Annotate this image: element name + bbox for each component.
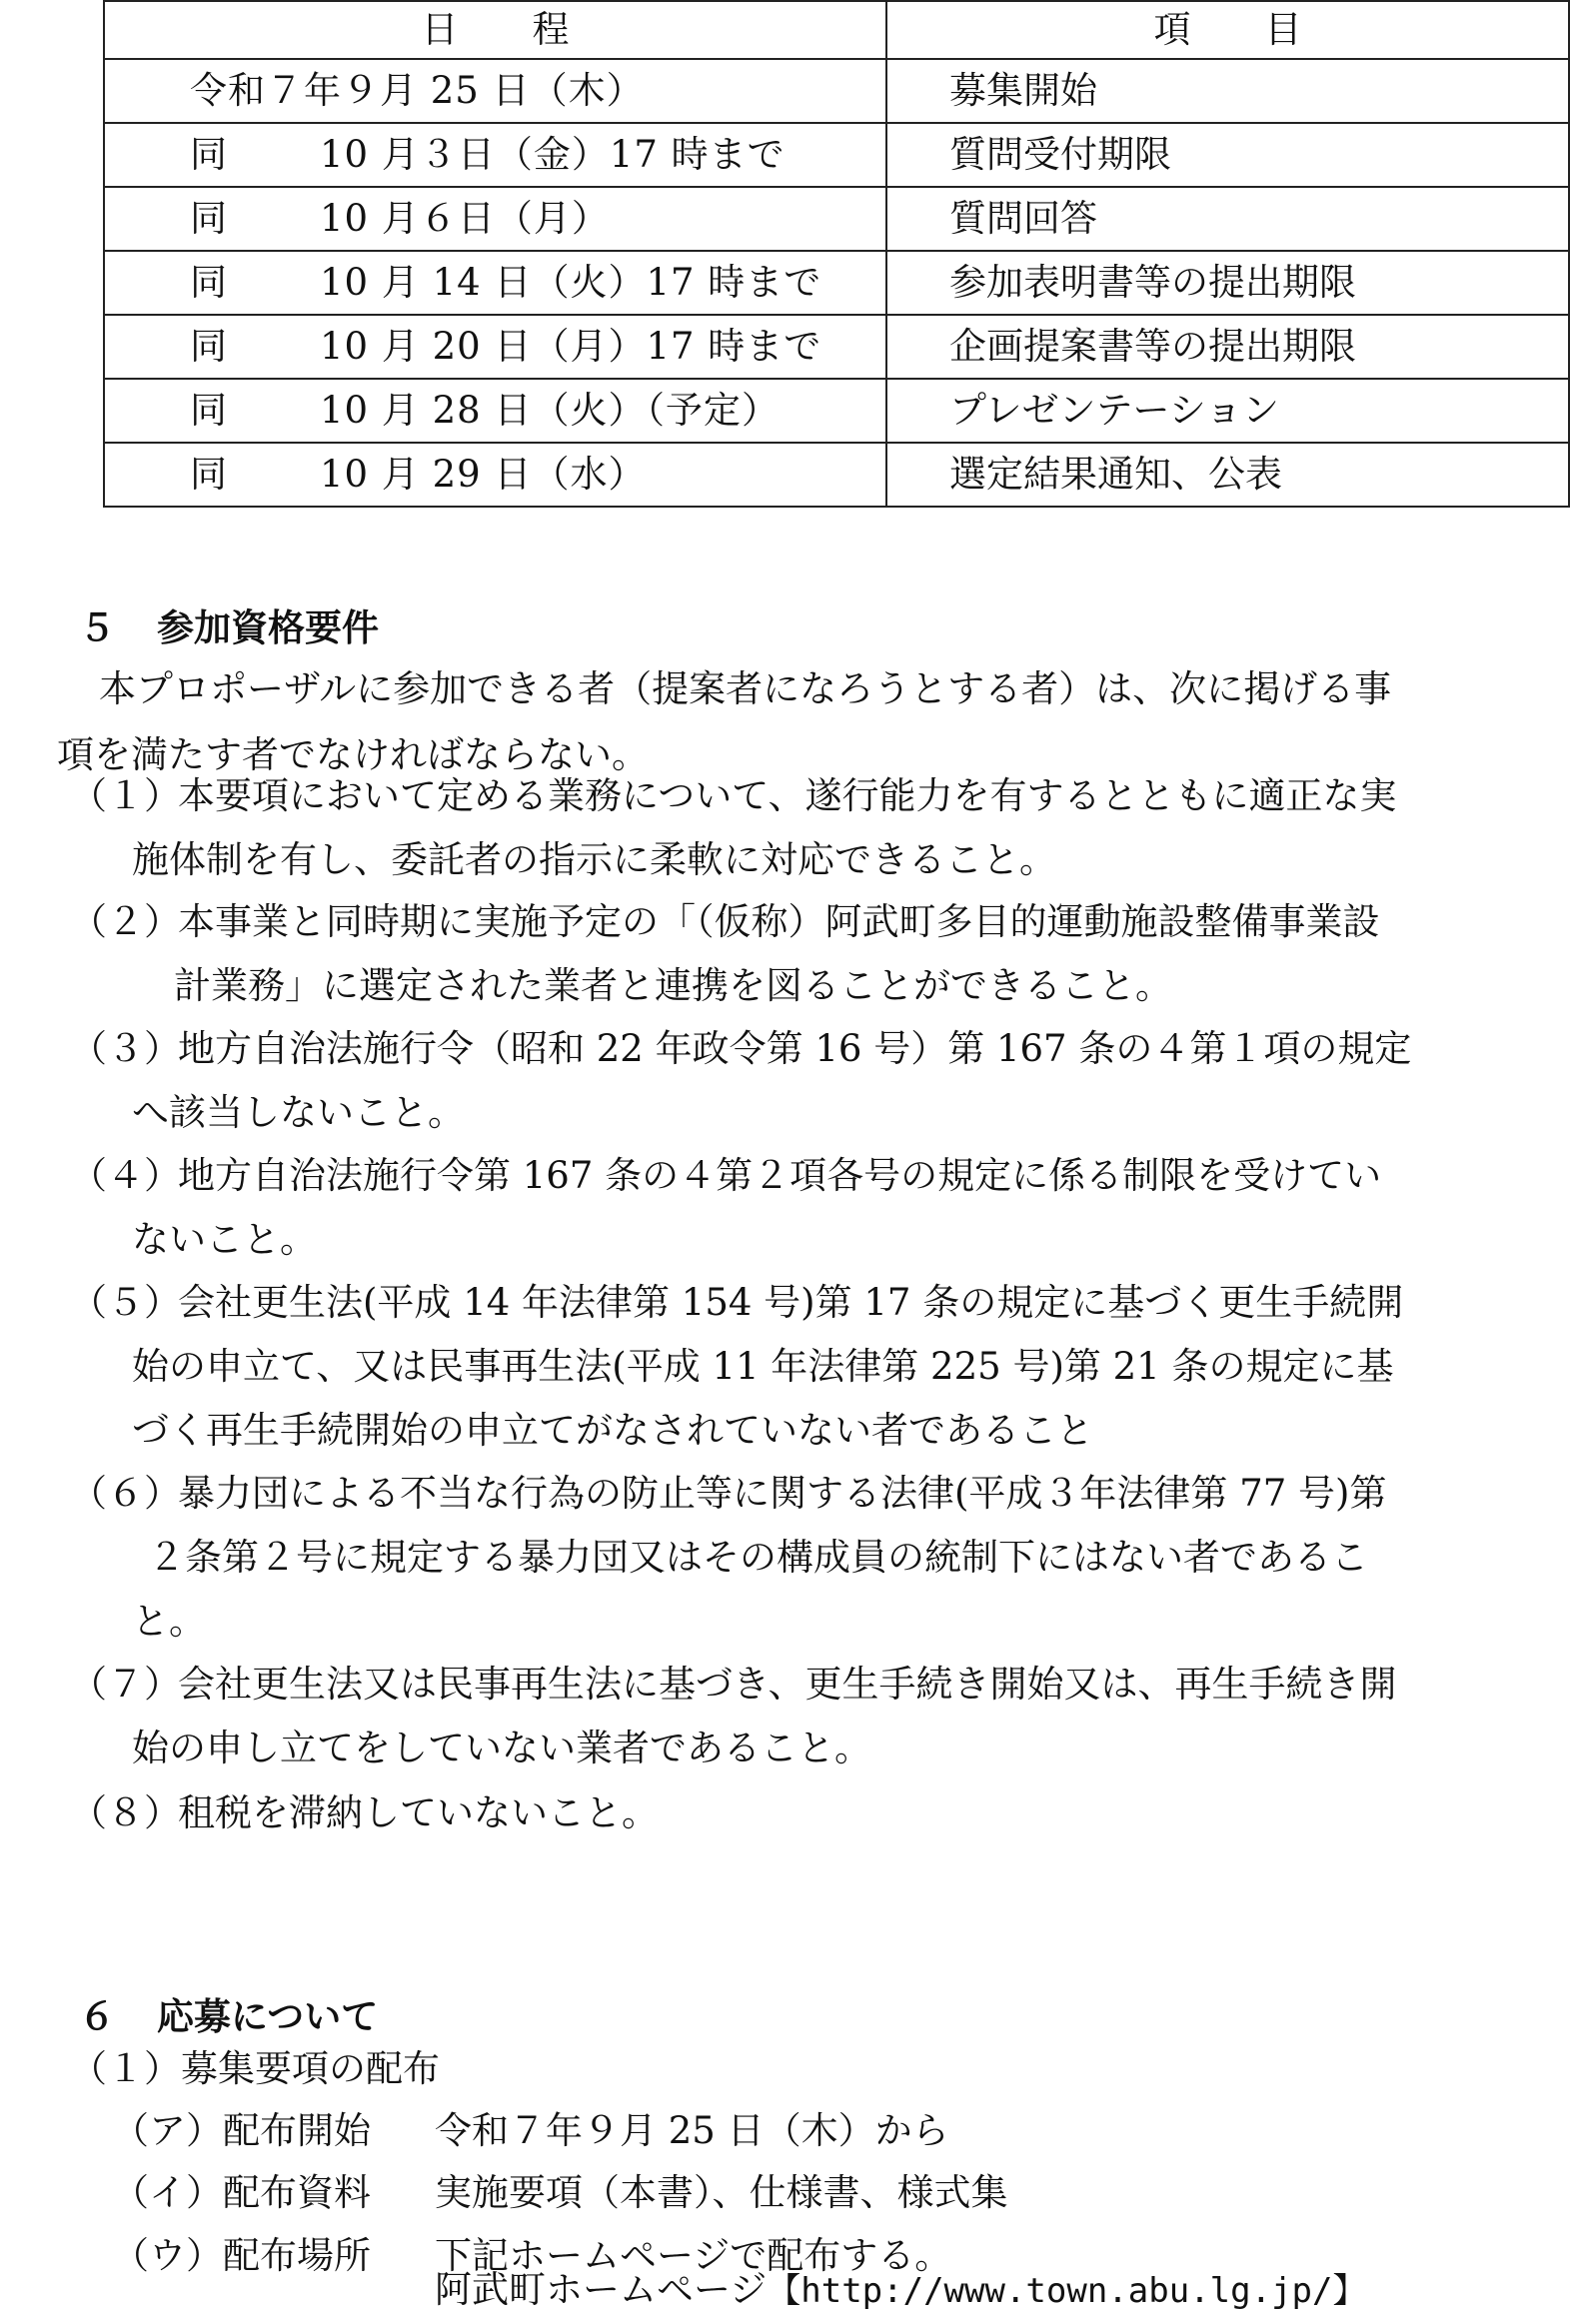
schedule-same-mark: 同 <box>190 261 227 304</box>
requirement-item <box>70 1653 1569 1780</box>
schedule-date: 令和７年９月 25 日（木） <box>190 69 645 112</box>
schedule-date: 10 月 14 日（火）17 時まで <box>320 261 822 304</box>
distribution-value: 実施要項（本書）、仕様書、様式集 <box>435 2171 1008 2214</box>
requirement-item <box>70 1781 1569 1845</box>
schedule-date-cell <box>104 315 886 379</box>
requirement-number: （５） <box>70 1281 181 1324</box>
schedule-header-row <box>104 1 1569 59</box>
table-row <box>104 379 1569 443</box>
requirement-line: へ該当しないこと。 <box>132 1091 465 1134</box>
requirement-line: ２条第２号に規定する暴力団又はその構成員の統制下にはない者であるこ <box>148 1536 1368 1579</box>
schedule-date-cell <box>104 379 886 443</box>
schedule-item: プレゼンテーション <box>886 379 1569 443</box>
requirement-number: （４） <box>70 1154 181 1197</box>
requirement-line: 会社更生法又は民事再生法に基づき、更生手続き開始又は、再生手続き開 <box>178 1663 1397 1706</box>
requirement-line: 施体制を有し、委託者の指示に柔軟に対応できること。 <box>132 838 1056 881</box>
schedule-date: 10 月 28 日（火）（予定） <box>320 389 780 432</box>
requirement-line: と。 <box>132 1600 206 1643</box>
schedule-same-mark: 同 <box>190 453 227 496</box>
intro-line: 項を満たす者でなければならない。 <box>57 733 649 776</box>
table-row <box>104 251 1569 315</box>
intro-line: 本プロポーザルに参加できる者（提案者になろうとする者）は、次に掲げる事 <box>99 667 1392 710</box>
distribution-row <box>112 2160 1008 2226</box>
distribution-value: 令和７年９月 25 日（木）から <box>435 2109 949 2152</box>
requirement-item <box>70 764 1569 892</box>
requirement-item <box>70 1462 1569 1654</box>
requirement-line: ないこと。 <box>132 1218 317 1261</box>
schedule-item: 質問受付期限 <box>886 123 1569 187</box>
section-number: ６ <box>78 1995 116 2038</box>
section-number: ５ <box>78 606 116 649</box>
homepage-label: 阿武町ホームページ <box>435 2268 768 2311</box>
requirement-number: （３） <box>70 1027 181 1070</box>
requirement-number: （８） <box>70 1791 181 1834</box>
schedule-date-cell <box>104 123 886 187</box>
distribution-value: 下記ホームページで配布する。 <box>435 2234 952 2277</box>
distribution-label: （イ）配布資料 <box>112 2171 371 2214</box>
schedule-date: 10 月 29 日（水） <box>320 453 647 496</box>
table-row <box>104 187 1569 251</box>
requirement-line: 計業務」に選定された業者と連携を図ることができること。 <box>174 964 1172 1007</box>
distribution-label: （ウ）配布場所 <box>112 2234 371 2277</box>
schedule-date: 10 月６日（月） <box>320 197 610 240</box>
section-6-heading <box>57 1986 378 2040</box>
requirement-number: （６） <box>70 1472 181 1515</box>
homepage-link[interactable]: 【http://www.town.abu.lg.jp/】 <box>767 2271 1367 2311</box>
subsection-heading: （１）募集要項の配布 <box>70 2047 440 2090</box>
requirement-number: （７） <box>70 1663 181 1706</box>
requirement-line: 始の申立て、又は民事再生法(平成 11 年法律第 225 号)第 21 条の規定に基 <box>132 1345 1394 1388</box>
requirement-line: 地方自治法施行令第 167 条の４第２項各号の規定に係る制限を受けてい <box>178 1154 1382 1197</box>
schedule-date-cell <box>104 187 886 251</box>
requirement-line: 地方自治法施行令（昭和 22 年政令第 16 号）第 167 条の４第１項の規定 <box>178 1027 1412 1070</box>
schedule-item: 企画提案書等の提出期限 <box>886 315 1569 379</box>
table-row <box>104 123 1569 187</box>
distribution-row <box>112 2098 949 2164</box>
requirement-number: （２） <box>70 900 181 943</box>
section-title: 参加資格要件 <box>157 606 379 649</box>
table-row <box>104 315 1569 379</box>
requirement-line: 暴力団による不当な行為の防止等に関する法律(平成３年法律第 77 号)第 <box>178 1472 1387 1515</box>
schedule-same-mark: 同 <box>190 133 227 176</box>
schedule-date-cell <box>104 59 886 123</box>
schedule-same-mark: 同 <box>190 389 227 432</box>
schedule-item: 募集開始 <box>886 59 1569 123</box>
requirement-line: づく再生手続開始の申立てがなされていない者であること <box>132 1409 1093 1452</box>
schedule-item: 参加表明書等の提出期限 <box>886 251 1569 315</box>
table-row <box>104 443 1569 507</box>
schedule-table <box>103 0 1570 508</box>
schedule-date-cell <box>104 251 886 315</box>
schedule-date: 10 月３日（金）17 時まで <box>320 133 786 176</box>
schedule-same-mark: 同 <box>190 197 227 240</box>
section-title: 応募について <box>157 1995 379 2038</box>
requirement-number: （１） <box>70 774 181 817</box>
requirement-item <box>70 1271 1569 1463</box>
schedule-date: 10 月 20 日（月）17 時まで <box>320 325 822 368</box>
homepage-line <box>435 2257 1366 2324</box>
requirement-line: 会社更生法(平成 14 年法律第 154 号)第 17 条の規定に基づく更生手続開 <box>178 1281 1404 1324</box>
schedule-header-date: 日 程 <box>104 1 886 59</box>
requirement-item <box>70 1144 1569 1272</box>
requirement-item <box>70 1017 1569 1145</box>
schedule-item: 質問回答 <box>886 187 1569 251</box>
requirement-line: 本要項において定める業務について、遂行能力を有するとともに適正な実 <box>178 774 1397 817</box>
schedule-same-mark: 同 <box>190 325 227 368</box>
schedule-date-cell <box>104 443 886 507</box>
requirement-line: 本事業と同時期に実施予定の「（仮称）阿武町多目的運動施設整備事業設 <box>178 900 1380 943</box>
schedule-header-item: 項 目 <box>886 1 1569 59</box>
distribution-label: （ア）配布開始 <box>112 2109 371 2152</box>
requirement-item <box>70 890 1569 1018</box>
table-row <box>104 59 1569 123</box>
requirement-line: 租税を滞納していないこと。 <box>178 1791 659 1834</box>
requirement-line: 始の申し立てをしていない業者であること。 <box>132 1727 871 1769</box>
schedule-item: 選定結果通知、公表 <box>886 443 1569 507</box>
section-5-heading <box>57 597 379 651</box>
